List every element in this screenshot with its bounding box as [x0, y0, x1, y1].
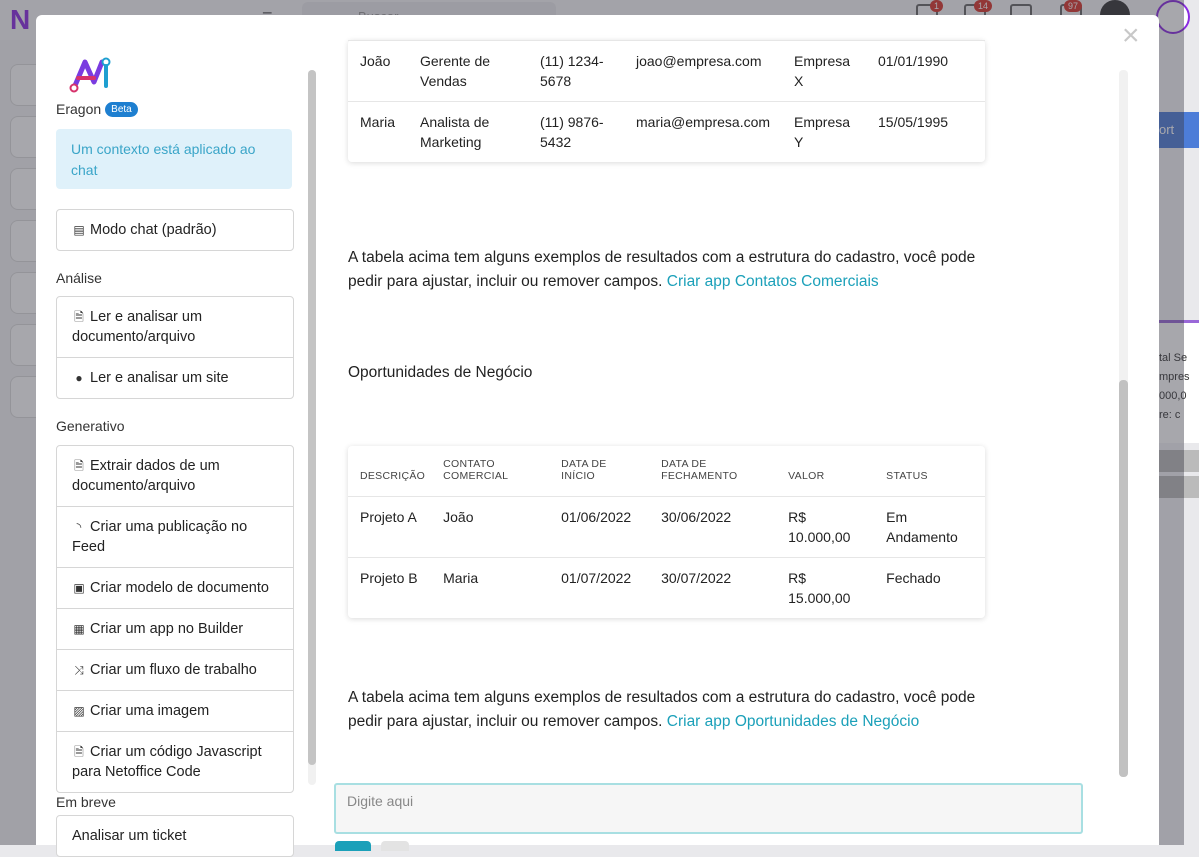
table-cell: joao@empresa.com	[624, 41, 782, 102]
notification-badge: 1	[930, 0, 943, 12]
table-cell: (11) 1234-5678	[528, 41, 624, 102]
table-cell: Projeto B	[348, 558, 431, 619]
close-icon[interactable]: ×	[1122, 19, 1140, 52]
table-row	[348, 497, 985, 558]
export-button[interactable]: ort	[1159, 112, 1199, 148]
table-cell: João	[431, 497, 549, 558]
shuffle-icon: ⤨	[74, 663, 84, 677]
table-cell: 01/01/1990	[866, 41, 985, 102]
section-title-generativo: Generativo	[56, 418, 125, 434]
table-cell: maria@empresa.com	[624, 102, 782, 163]
file-search-icon: 🗎	[74, 310, 84, 324]
contacts-table	[348, 40, 985, 162]
table-cell: Empresa Y	[782, 102, 866, 163]
chat-input[interactable]	[334, 783, 1083, 834]
table-cell: João	[348, 41, 408, 102]
table-cell: Empresa X	[782, 41, 866, 102]
column-header: STATUS	[886, 470, 928, 482]
table-cell: Fechado	[874, 558, 985, 619]
brand-name: Eragon	[56, 101, 102, 117]
file-export-icon: 🗎	[74, 459, 84, 473]
default-chat-mode-button[interactable]: ▤ Modo chat (padrão)	[73, 222, 217, 238]
analise-group	[56, 296, 294, 399]
assistant-message: A tabela acima tem alguns exemplos de resultados com a estrutura do cadastro, você pode pedir para ajustar, incluir ou remover campos. Criar app Contatos Comerciais	[348, 249, 976, 290]
table-row	[348, 102, 985, 163]
analyze-document-button[interactable]: 🗎 Ler e analisar um documento/arquivo	[57, 297, 293, 358]
create-js-code-button[interactable]: 🗎 Criar um código Javascript para Netoffice Code	[72, 744, 262, 780]
section-title-em-breve: Em breve	[56, 794, 116, 810]
opportunities-table	[348, 446, 985, 618]
assistant-menu	[56, 15, 292, 845]
column-header: CONTATO COMERCIAL	[443, 458, 509, 482]
create-feed-post-button[interactable]: ◝ Criar uma publicação no Feed	[57, 507, 293, 568]
notification-badge: 14	[974, 0, 992, 12]
table-row	[348, 558, 985, 619]
eragon-logo	[70, 56, 112, 92]
table-cell: (11) 9876-5432	[528, 102, 624, 163]
column-header: VALOR	[788, 470, 825, 482]
assistant-message: A tabela acima tem alguns exemplos de resultados com a estrutura do cadastro, você pode pedir para ajustar, incluir ou remover campos. Criar app Oportunidades de Negócio	[348, 689, 976, 730]
eragon-chat-modal	[36, 15, 1159, 845]
contacts-table-card	[348, 40, 985, 162]
chat-scrollbar-thumb[interactable]	[1119, 380, 1128, 777]
notification-badge: 97	[1064, 0, 1082, 12]
image-icon: ▨	[73, 704, 85, 718]
default-mode-group	[56, 209, 294, 251]
chat-history	[326, 53, 1116, 775]
analyze-ticket-button[interactable]: Analisar um ticket	[72, 828, 187, 844]
table-cell: Maria	[348, 102, 408, 163]
column-header: DATA DE INÍCIO	[561, 458, 607, 482]
create-workflow-button[interactable]: ⤨ Criar um fluxo de trabalho	[57, 650, 293, 691]
analyze-site-button[interactable]: ● Ler e analisar um site	[57, 358, 293, 398]
chat-icon: ▤	[73, 223, 85, 237]
brand	[56, 101, 138, 117]
column-header: DESCRIÇÃO	[360, 470, 426, 482]
table-icon: ▦	[73, 622, 85, 636]
extract-data-button[interactable]: 🗎 Extrair dados de um documento/arquivo	[57, 446, 293, 507]
file-code-icon: 🗎	[74, 745, 84, 759]
rss-icon: ◝	[76, 520, 82, 534]
create-contacts-app-link[interactable]: Criar app Contatos Comerciais	[666, 273, 879, 290]
create-opportunities-app-link[interactable]: Criar app Oportunidades de Negócio	[666, 713, 920, 730]
generativo-group	[56, 445, 294, 793]
table-cell: Gerente de Vendas	[408, 41, 528, 102]
create-document-template-button[interactable]: ▣ Criar modelo de documento	[57, 568, 293, 609]
table-cell: 30/06/2022	[649, 497, 776, 558]
beta-badge: Beta	[105, 102, 138, 117]
table-cell: 01/07/2022	[549, 558, 649, 619]
file-image-icon: ▣	[73, 581, 85, 595]
table-cell: Em Andamento	[874, 497, 985, 558]
globe-icon: ●	[75, 371, 83, 385]
section-heading: Oportunidades de Negócio	[348, 364, 533, 381]
opportunities-table-card	[348, 446, 985, 618]
table-cell: Maria	[431, 558, 549, 619]
create-image-button[interactable]: ▨ Criar uma imagem	[57, 691, 293, 732]
app-logo: N	[10, 4, 31, 35]
menu-scrollbar-thumb[interactable]	[308, 70, 316, 765]
table-cell: 30/07/2022	[649, 558, 776, 619]
table-cell: Projeto A	[348, 497, 431, 558]
table-row	[348, 41, 985, 102]
create-builder-app-button[interactable]: ▦ Criar um app no Builder	[57, 609, 293, 650]
column-header: DATA DE FECHAMENTO	[661, 458, 738, 482]
table-cell: R$ 15.000,00	[776, 558, 874, 619]
summary-card: tal Se mpres 000,0 re: c	[1159, 320, 1199, 443]
em-breve-group	[56, 815, 294, 857]
send-button[interactable]	[335, 841, 371, 851]
section-title-analise: Análise	[56, 270, 102, 286]
table-cell: 15/05/1995	[866, 102, 985, 163]
table-cell: 01/06/2022	[549, 497, 649, 558]
table-cell: R$ 10.000,00	[776, 497, 874, 558]
table-cell: Analista de Marketing	[408, 102, 528, 163]
context-notice: Um contexto está aplicado ao chat	[56, 129, 292, 189]
secondary-button[interactable]	[381, 841, 409, 851]
